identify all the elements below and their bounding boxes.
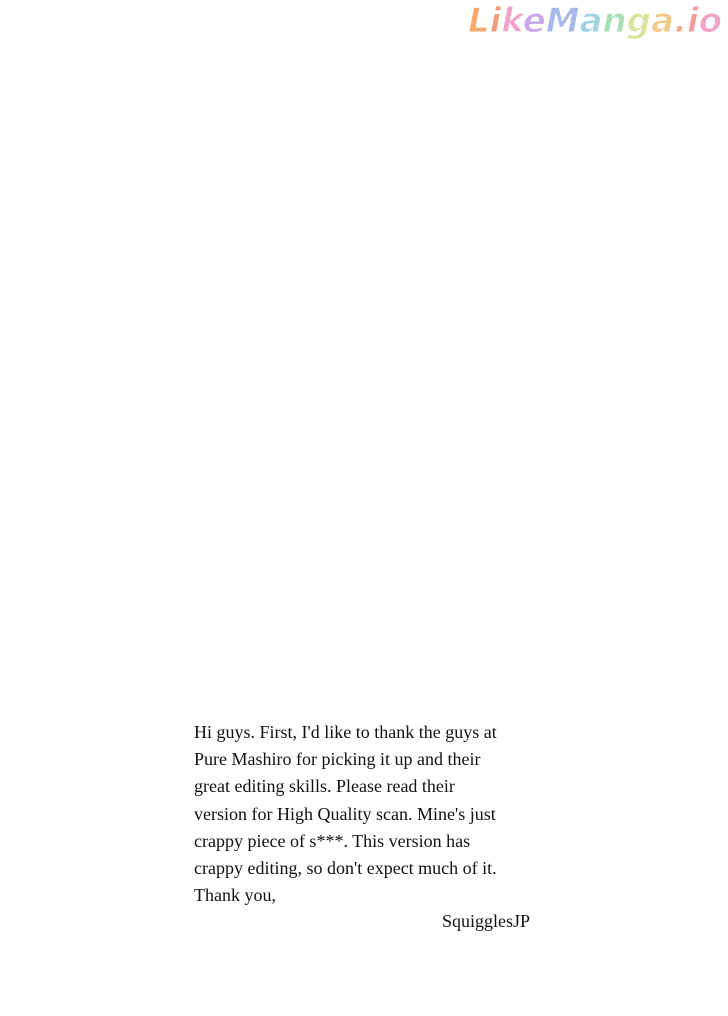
note-line: great editing skills. Please read their xyxy=(194,776,455,797)
note-line: crappy editing, so don't expect much of it. xyxy=(194,858,497,879)
note-line: crappy piece of s***. This version has xyxy=(194,830,471,851)
translator-note xyxy=(194,719,534,909)
note-line: Pure Mashiro for picking it up and their xyxy=(194,749,481,770)
note-signature: SquigglesJP xyxy=(441,911,530,931)
note-line: version for High Quality scan. Mine's just xyxy=(194,803,496,824)
site-watermark-logo: LikeManga.io xyxy=(467,1,722,41)
note-line: Thank you, xyxy=(194,885,276,906)
note-line: Hi guys. First, I'd like to thank the guys at xyxy=(194,722,497,742)
